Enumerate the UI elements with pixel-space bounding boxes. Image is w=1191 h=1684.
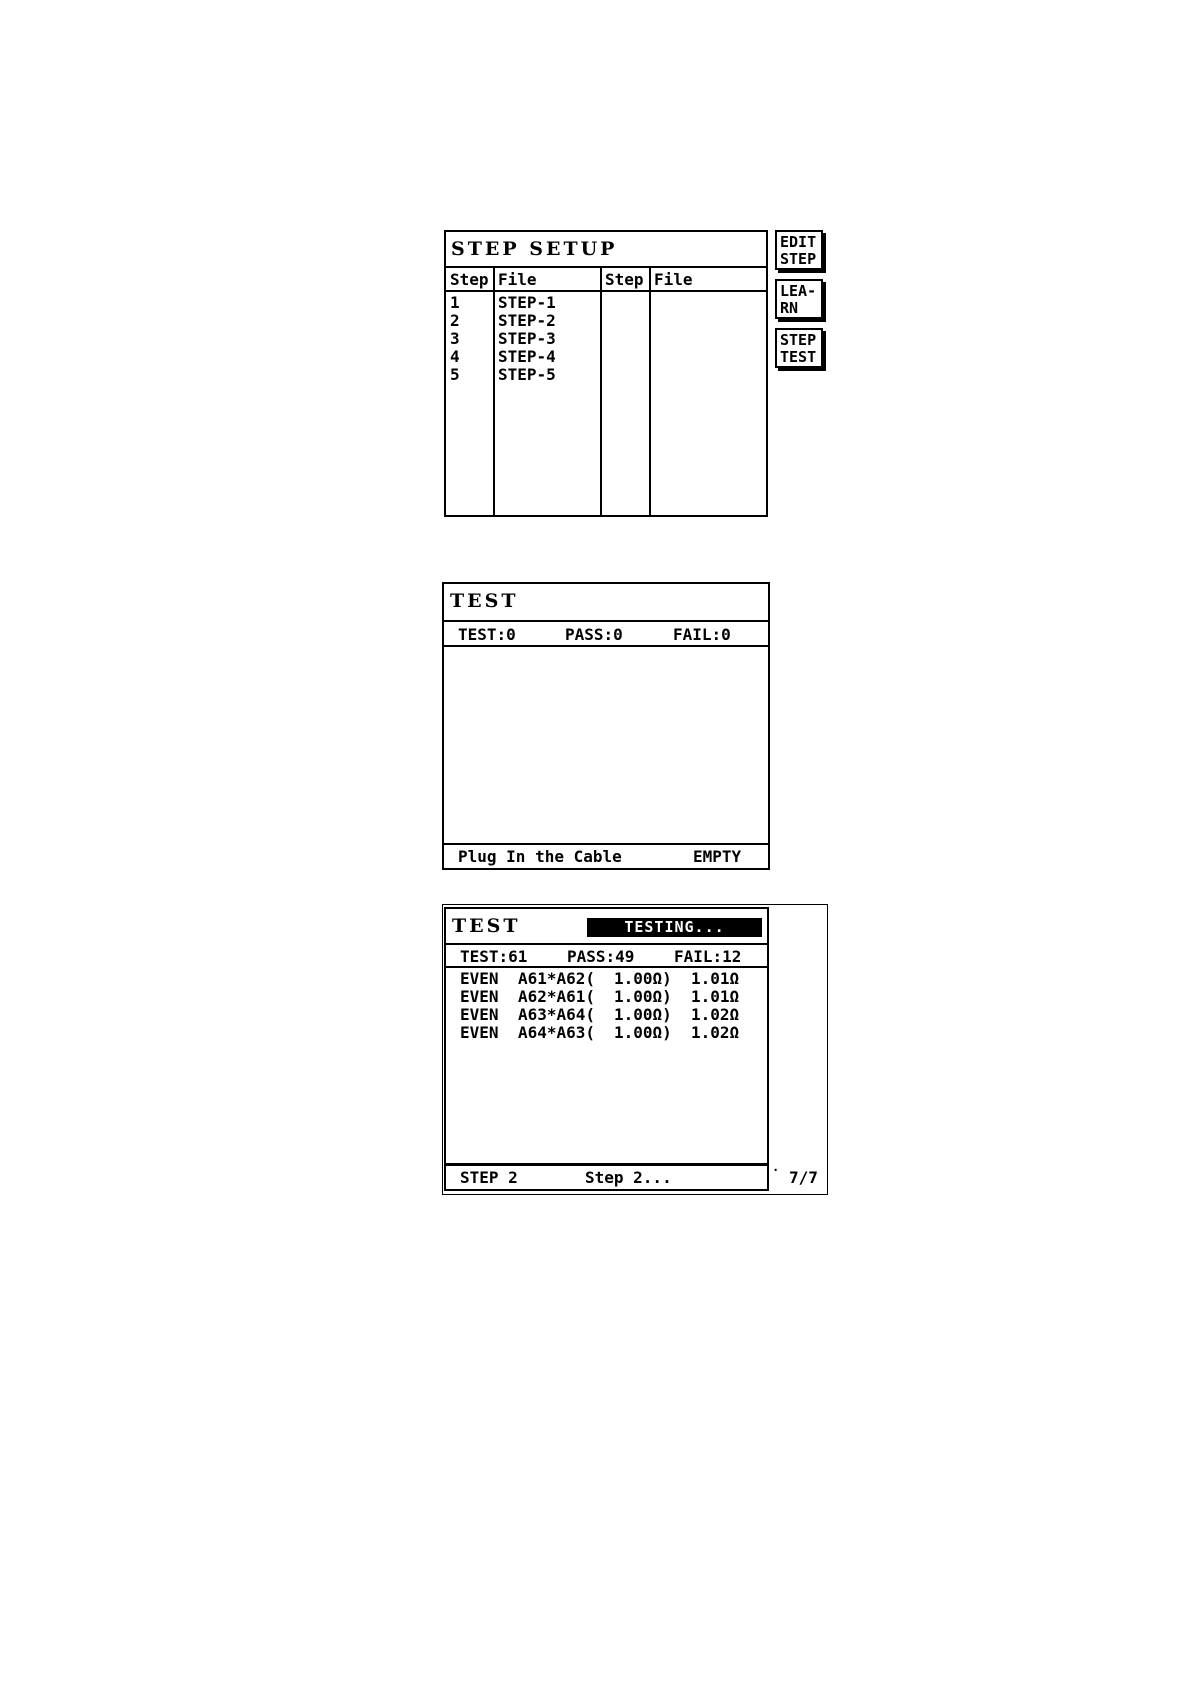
header-step-1: Step bbox=[450, 270, 489, 289]
result-list bbox=[446, 970, 767, 1042]
result-pair: A64*A63( bbox=[518, 1023, 596, 1042]
step-number: 5 bbox=[450, 365, 460, 384]
result-row bbox=[446, 988, 767, 1006]
test-running-stats bbox=[446, 945, 767, 968]
result-row bbox=[446, 1006, 767, 1024]
test-running-screen bbox=[444, 907, 769, 1191]
test-idle-stats bbox=[444, 622, 768, 647]
pass-count: PASS:49 bbox=[567, 947, 635, 966]
step-row[interactable] bbox=[446, 348, 766, 366]
test-count: TEST:0 bbox=[458, 625, 516, 644]
result-row bbox=[446, 970, 767, 988]
result-type: EVEN bbox=[460, 969, 499, 988]
result-row bbox=[446, 1024, 767, 1042]
step-row[interactable] bbox=[446, 366, 766, 384]
result-expected: 1.00Ω) bbox=[614, 987, 672, 1006]
test-count: TEST:61 bbox=[460, 947, 528, 966]
footer-step: STEP 2 bbox=[460, 1168, 518, 1187]
learn-label-2: RN bbox=[780, 299, 799, 317]
result-measured: 1.01Ω bbox=[691, 987, 740, 1006]
step-test-label-1: STEP bbox=[780, 331, 817, 349]
result-measured: 1.01Ω bbox=[691, 969, 740, 988]
result-measured: 1.02Ω bbox=[691, 1023, 740, 1042]
edit-step-label-2: STEP bbox=[780, 250, 817, 268]
step-number: 1 bbox=[450, 293, 460, 312]
status-badge: TESTING... bbox=[587, 918, 762, 937]
result-pair: A61*A62( bbox=[518, 969, 596, 988]
step-test-label-2: TEST bbox=[780, 348, 817, 366]
pass-count: PASS:0 bbox=[565, 625, 623, 644]
result-pair: A62*A61( bbox=[518, 987, 596, 1006]
test-idle-title: TEST bbox=[444, 584, 768, 622]
test-running-title: TEST bbox=[446, 909, 767, 945]
result-expected: 1.00Ω) bbox=[614, 1005, 672, 1024]
result-expected: 1.00Ω) bbox=[614, 1023, 672, 1042]
step-number: 2 bbox=[450, 311, 460, 330]
result-measured: 1.02Ω bbox=[691, 1005, 740, 1024]
edit-step-button[interactable] bbox=[775, 230, 823, 270]
result-pair: A63*A64( bbox=[518, 1005, 596, 1024]
result-type: EVEN bbox=[460, 1023, 499, 1042]
step-list bbox=[446, 294, 766, 384]
footer-message: Step 2... bbox=[585, 1168, 672, 1187]
step-file: STEP-1 bbox=[498, 293, 556, 312]
step-row[interactable] bbox=[446, 330, 766, 348]
header-file-2: File bbox=[654, 270, 693, 289]
edit-step-label-1: EDIT bbox=[780, 233, 817, 251]
footer-message: Plug In the Cable bbox=[458, 847, 622, 866]
step-number: 4 bbox=[450, 347, 460, 366]
decorative-dot: · bbox=[772, 1163, 780, 1177]
header-step-2: Step bbox=[605, 270, 644, 289]
step-file: STEP-3 bbox=[498, 329, 556, 348]
step-file: STEP-4 bbox=[498, 347, 556, 366]
learn-label-1: LEA- bbox=[780, 282, 817, 300]
page-indicator: 7/7 bbox=[789, 1168, 818, 1187]
step-setup-screen bbox=[444, 230, 768, 517]
result-expected: 1.00Ω) bbox=[614, 969, 672, 988]
fail-count: FAIL:0 bbox=[673, 625, 731, 644]
fail-count: FAIL:12 bbox=[674, 947, 742, 966]
result-type: EVEN bbox=[460, 987, 499, 1006]
step-file: STEP-5 bbox=[498, 365, 556, 384]
step-file: STEP-2 bbox=[498, 311, 556, 330]
step-row[interactable] bbox=[446, 294, 766, 312]
test-idle-screen bbox=[442, 582, 770, 870]
learn-button[interactable] bbox=[775, 279, 823, 319]
footer-status: EMPTY bbox=[693, 847, 742, 866]
step-row[interactable] bbox=[446, 312, 766, 330]
test-idle-footer bbox=[444, 843, 768, 868]
step-test-button[interactable] bbox=[775, 328, 823, 368]
test-running-footer bbox=[446, 1163, 767, 1189]
header-file-1: File bbox=[498, 270, 537, 289]
step-number: 3 bbox=[450, 329, 460, 348]
step-setup-title: STEP SETUP bbox=[446, 232, 766, 268]
result-type: EVEN bbox=[460, 1005, 499, 1024]
